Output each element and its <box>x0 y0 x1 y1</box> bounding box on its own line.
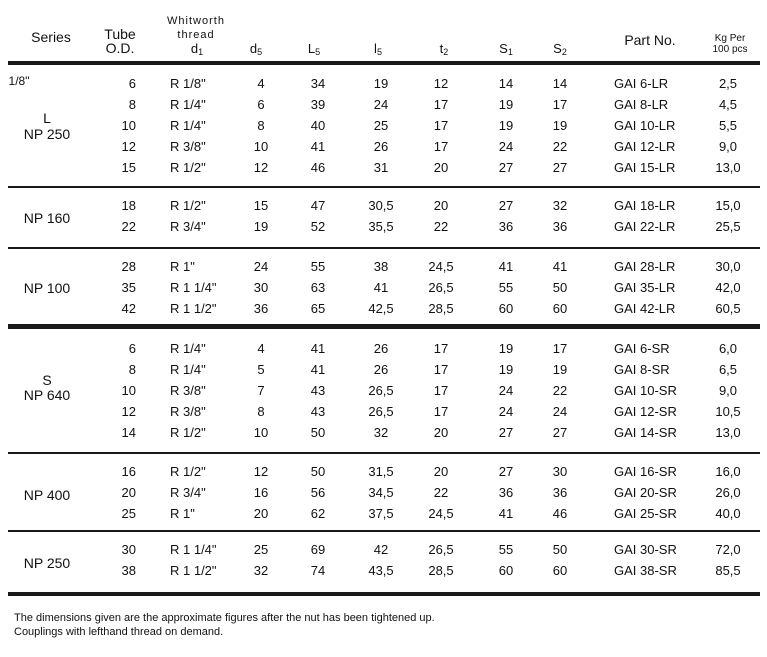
kg-cell: 13,0 <box>715 160 741 175</box>
kg-cell: 72,0 <box>715 542 741 557</box>
series-np-640: NP 640 <box>23 387 71 403</box>
series-np-160: NP 160 <box>23 210 71 226</box>
S2-cell: 14 <box>552 76 568 91</box>
part-no-cell: GAI 6-SR <box>614 341 670 356</box>
S1-cell: 14 <box>498 76 514 91</box>
tube-od-cell: 15 <box>121 160 136 175</box>
tube-od-cell: 12 <box>121 139 136 154</box>
S1-cell: 36 <box>498 219 514 234</box>
L5-cell: 41 <box>310 341 326 356</box>
kg-cell: 30,0 <box>715 259 741 274</box>
header-d1: $d_1$ <box>190 41 204 57</box>
t2-cell: 20 <box>433 198 449 213</box>
d5-cell: 10 <box>253 425 269 440</box>
header-l5: $l_5$ <box>374 41 382 57</box>
l5-cell: 26 <box>373 139 389 154</box>
d5-cell: 19 <box>253 219 269 234</box>
L5-cell: 55 <box>310 259 326 274</box>
S1-cell: 55 <box>498 280 514 295</box>
table-row <box>8 462 760 482</box>
part-no-cell: GAI 12-SR <box>614 404 677 419</box>
L5-cell: 41 <box>310 139 326 154</box>
thread-cell: R 1/2" <box>170 198 206 213</box>
series-np-250-s: NP 250 <box>23 555 71 571</box>
l5-cell: 38 <box>373 259 389 274</box>
S2-cell: 32 <box>552 198 568 213</box>
tube-od-cell: 10 <box>121 118 136 133</box>
L5-cell: 52 <box>310 219 326 234</box>
thread-cell: R 1/2" <box>170 160 206 175</box>
table-row <box>8 299 760 319</box>
kg-cell: 85,5 <box>715 563 741 578</box>
d5-cell: 4 <box>257 341 265 356</box>
kg-cell: 15,0 <box>715 198 741 213</box>
part-no-cell: GAI 8-SR <box>614 362 670 377</box>
d5-cell: 12 <box>253 160 269 175</box>
t2-cell: 24,5 <box>428 259 454 274</box>
t2-cell: 17 <box>433 383 449 398</box>
thread-cell: R 1/2" <box>170 464 206 479</box>
t2-cell: 22 <box>433 219 449 234</box>
table-row <box>8 95 760 115</box>
S1-cell: 55 <box>498 542 514 557</box>
table-row <box>8 504 760 524</box>
tube-od-cell: 16 <box>121 464 136 479</box>
series-np-400: NP 400 <box>23 487 71 503</box>
S2-cell: 60 <box>552 563 568 578</box>
S2-cell: 50 <box>552 542 568 557</box>
part-no-cell: GAI 38-SR <box>614 563 677 578</box>
thread-cell: R 3/4" <box>170 485 206 500</box>
t2-cell: 28,5 <box>428 563 454 578</box>
S1-cell: 24 <box>498 383 514 398</box>
thread-cell: R 1" <box>170 259 195 274</box>
S1-cell: 19 <box>498 118 514 133</box>
tube-od-cell: 35 <box>121 280 136 295</box>
header-L5: $L_5$ <box>307 41 321 57</box>
t2-cell: 12 <box>433 76 449 91</box>
d5-cell: 24 <box>253 259 269 274</box>
S2-cell: 22 <box>552 139 568 154</box>
thread-cell: R 1/4" <box>170 97 206 112</box>
table-row <box>8 196 760 216</box>
kg-cell: 5,5 <box>718 118 738 133</box>
l5-cell: 34,5 <box>368 485 394 500</box>
kg-cell: 9,0 <box>718 383 738 398</box>
S1-cell: 60 <box>498 563 514 578</box>
tube-od-cell: 18 <box>121 198 136 213</box>
series-np-100: NP 100 <box>23 280 71 296</box>
t2-cell: 17 <box>433 341 449 356</box>
part-no-cell: GAI 10-SR <box>614 383 677 398</box>
tube-od-cell: 38 <box>121 563 136 578</box>
header-part-no: Part No. <box>624 32 676 48</box>
S1-cell: 24 <box>498 404 514 419</box>
table-row <box>8 360 760 380</box>
tube-od-cell: 20 <box>121 485 136 500</box>
l5-cell: 19 <box>373 76 389 91</box>
d5-cell: 10 <box>253 139 269 154</box>
header-S2: $S_2$ <box>553 41 567 57</box>
header-whitworth: Whitworth <box>167 15 225 27</box>
L5-cell: 50 <box>310 425 326 440</box>
L5-cell: 41 <box>310 362 326 377</box>
part-no-cell: GAI 22-LR <box>614 219 676 234</box>
S2-cell: 36 <box>552 485 568 500</box>
data-table-body <box>8 0 760 600</box>
footnote-dimensions: The dimensions given are the approximate figures after the nut has been tightened up. <box>14 612 435 624</box>
thread-cell: R 1" <box>170 506 195 521</box>
table-row <box>8 339 760 359</box>
table-row <box>8 74 760 94</box>
thread-cell: R 1 1/4" <box>170 280 217 295</box>
L5-cell: 34 <box>310 76 326 91</box>
part-no-cell: GAI 42-LR <box>614 301 676 316</box>
series-letter-s: S <box>42 372 52 388</box>
kg-cell: 4,5 <box>718 97 738 112</box>
L5-cell: 40 <box>310 118 326 133</box>
tube-od-cell: 22 <box>121 219 136 234</box>
footnote-lefthand: Couplings with lefthand thread on demand. <box>14 626 224 638</box>
header-d5: $d_5$ <box>249 41 263 57</box>
header-thread: thread <box>177 29 215 41</box>
d5-cell: 36 <box>253 301 269 316</box>
tube-od-cell: 10 <box>121 383 136 398</box>
kg-cell: 9,0 <box>718 139 738 154</box>
L5-cell: 47 <box>310 198 326 213</box>
header-S1: $S_1$ <box>499 41 513 57</box>
S1-cell: 41 <box>498 506 514 521</box>
l5-cell: 26 <box>373 341 389 356</box>
L5-cell: 65 <box>310 301 326 316</box>
t2-cell: 17 <box>433 97 449 112</box>
t2-cell: 26,5 <box>428 542 454 557</box>
S2-cell: 17 <box>552 97 568 112</box>
S2-cell: 27 <box>552 425 568 440</box>
t2-cell: 17 <box>433 139 449 154</box>
table-row <box>8 381 760 401</box>
table-row <box>8 402 760 422</box>
thread-cell: R 1/4" <box>170 341 206 356</box>
kg-cell: 26,0 <box>715 485 741 500</box>
part-no-cell: GAI 18-LR <box>614 198 676 213</box>
kg-cell: 6,5 <box>718 362 738 377</box>
L5-cell: 50 <box>310 464 326 479</box>
S2-cell: 50 <box>552 280 568 295</box>
tube-od-cell: 6 <box>128 76 136 91</box>
l5-cell: 24 <box>373 97 389 112</box>
l5-cell: 42 <box>373 542 389 557</box>
table-row <box>8 257 760 277</box>
thread-cell: R 3/4" <box>170 219 206 234</box>
d5-cell: 32 <box>253 563 269 578</box>
t2-cell: 17 <box>433 362 449 377</box>
l5-cell: 25 <box>373 118 389 133</box>
l5-cell: 26,5 <box>368 404 394 419</box>
header-t2: $t_2$ <box>439 41 449 57</box>
S1-cell: 36 <box>498 485 514 500</box>
tube-od-cell: 12 <box>121 404 136 419</box>
d5-cell: 4 <box>257 76 265 91</box>
table-row <box>8 423 760 443</box>
d5-cell: 5 <box>257 362 265 377</box>
S2-cell: 17 <box>552 341 568 356</box>
t2-cell: 26,5 <box>428 280 454 295</box>
L5-cell: 62 <box>310 506 326 521</box>
thread-cell: R 1/4" <box>170 362 206 377</box>
kg-cell: 6,0 <box>718 341 738 356</box>
header-od: O.D. <box>105 40 135 56</box>
thread-cell: R 1/8" <box>170 76 206 91</box>
d5-cell: 12 <box>253 464 269 479</box>
series-np-250-l: NP 250 <box>23 126 71 142</box>
S2-cell: 41 <box>552 259 568 274</box>
table-row <box>8 278 760 298</box>
part-no-cell: GAI 15-LR <box>614 160 676 175</box>
kg-cell: 16,0 <box>715 464 741 479</box>
table-row <box>8 217 760 237</box>
thread-cell: R 1/2" <box>170 425 206 440</box>
l5-cell: 43,5 <box>368 563 394 578</box>
t2-cell: 20 <box>433 425 449 440</box>
l5-cell: 42,5 <box>368 301 394 316</box>
kg-cell: 40,0 <box>715 506 741 521</box>
S2-cell: 30 <box>552 464 568 479</box>
d5-cell: 25 <box>253 542 269 557</box>
thread-cell: R 1 1/4" <box>170 542 217 557</box>
table-row <box>8 540 760 560</box>
tube-od-cell: 8 <box>128 362 136 377</box>
series-top-fraction: 1/8" <box>8 74 30 88</box>
thread-cell: R 1 1/2" <box>170 301 217 316</box>
d5-cell: 16 <box>253 485 269 500</box>
l5-cell: 32 <box>373 425 389 440</box>
l5-cell: 37,5 <box>368 506 394 521</box>
d5-cell: 15 <box>253 198 269 213</box>
table-row <box>8 158 760 178</box>
kg-cell: 42,0 <box>715 280 741 295</box>
header-series: Series <box>31 29 71 45</box>
thread-cell: R 3/8" <box>170 383 206 398</box>
tube-od-cell: 25 <box>121 506 136 521</box>
table-row <box>8 116 760 136</box>
S1-cell: 27 <box>498 425 514 440</box>
thread-cell: R 3/8" <box>170 139 206 154</box>
tube-od-cell: 8 <box>128 97 136 112</box>
tube-od-cell: 30 <box>121 542 136 557</box>
t2-cell: 20 <box>433 464 449 479</box>
tube-od-cell: 28 <box>121 259 136 274</box>
L5-cell: 63 <box>310 280 326 295</box>
S2-cell: 19 <box>552 362 568 377</box>
tube-od-cell: 42 <box>121 301 136 316</box>
L5-cell: 39 <box>310 97 326 112</box>
thread-cell: R 1/4" <box>170 118 206 133</box>
S1-cell: 41 <box>498 259 514 274</box>
S2-cell: 36 <box>552 219 568 234</box>
d5-cell: 6 <box>257 97 265 112</box>
l5-cell: 35,5 <box>368 219 394 234</box>
part-no-cell: GAI 35-LR <box>614 280 676 295</box>
thread-cell: R 3/8" <box>170 404 206 419</box>
S2-cell: 19 <box>552 118 568 133</box>
S2-cell: 46 <box>552 506 568 521</box>
t2-cell: 22 <box>433 485 449 500</box>
L5-cell: 69 <box>310 542 326 557</box>
part-no-cell: GAI 8-LR <box>614 97 669 112</box>
t2-cell: 20 <box>433 160 449 175</box>
d5-cell: 7 <box>257 383 265 398</box>
S1-cell: 27 <box>498 464 514 479</box>
table-row <box>8 137 760 157</box>
l5-cell: 26 <box>373 362 389 377</box>
t2-cell: 28,5 <box>428 301 454 316</box>
l5-cell: 31 <box>373 160 389 175</box>
L5-cell: 56 <box>310 485 326 500</box>
t2-cell: 24,5 <box>428 506 454 521</box>
part-no-cell: GAI 14-SR <box>614 425 677 440</box>
l5-cell: 30,5 <box>368 198 394 213</box>
S1-cell: 24 <box>498 139 514 154</box>
l5-cell: 26,5 <box>368 383 394 398</box>
l5-cell: 31,5 <box>368 464 394 479</box>
L5-cell: 43 <box>310 383 326 398</box>
L5-cell: 43 <box>310 404 326 419</box>
S2-cell: 22 <box>552 383 568 398</box>
tube-od-cell: 6 <box>128 341 136 356</box>
header-tube: Tube <box>104 26 136 42</box>
t2-cell: 17 <box>433 404 449 419</box>
t2-cell: 17 <box>433 118 449 133</box>
S1-cell: 19 <box>498 97 514 112</box>
l5-cell: 41 <box>373 280 389 295</box>
header-kg-per: Kg Per <box>714 33 746 44</box>
kg-cell: 60,5 <box>715 301 741 316</box>
S2-cell: 27 <box>552 160 568 175</box>
part-no-cell: GAI 30-SR <box>614 542 677 557</box>
d5-cell: 30 <box>253 280 269 295</box>
series-letter-l: L <box>43 110 51 126</box>
kg-cell: 2,5 <box>718 76 738 91</box>
part-no-cell: GAI 10-LR <box>614 118 676 133</box>
kg-cell: 13,0 <box>715 425 741 440</box>
table-row <box>8 483 760 503</box>
part-no-cell: GAI 12-LR <box>614 139 676 154</box>
kg-cell: 25,5 <box>715 219 741 234</box>
header-kg-pcs: 100 pcs <box>712 44 748 55</box>
S2-cell: 24 <box>552 404 568 419</box>
L5-cell: 46 <box>310 160 326 175</box>
part-no-cell: GAI 20-SR <box>614 485 677 500</box>
d5-cell: 8 <box>257 118 265 133</box>
kg-cell: 10,5 <box>715 404 741 419</box>
part-no-cell: GAI 25-SR <box>614 506 677 521</box>
S1-cell: 27 <box>498 160 514 175</box>
part-no-cell: GAI 6-LR <box>614 76 669 91</box>
S1-cell: 19 <box>498 362 514 377</box>
S1-cell: 27 <box>498 198 514 213</box>
L5-cell: 74 <box>310 563 326 578</box>
table-row <box>8 561 760 581</box>
part-no-cell: GAI 28-LR <box>614 259 676 274</box>
d5-cell: 8 <box>257 404 265 419</box>
S2-cell: 60 <box>552 301 568 316</box>
part-no-cell: GAI 16-SR <box>614 464 677 479</box>
d5-cell: 20 <box>253 506 269 521</box>
S1-cell: 60 <box>498 301 514 316</box>
thread-cell: R 1 1/2" <box>170 563 217 578</box>
S1-cell: 19 <box>498 341 514 356</box>
tube-od-cell: 14 <box>121 425 136 440</box>
